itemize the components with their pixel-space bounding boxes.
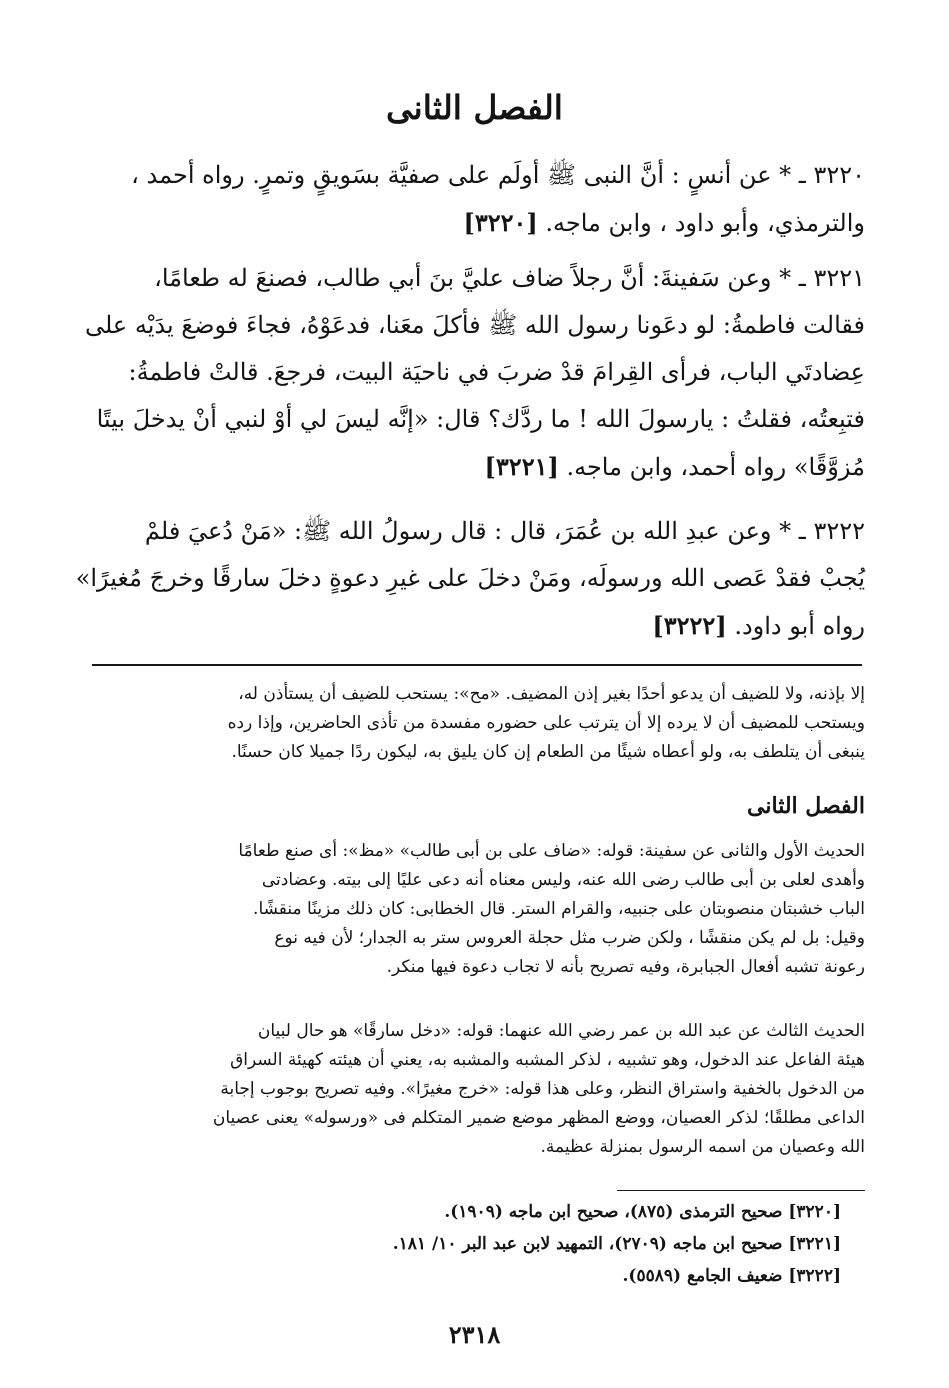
- page-number: ٢٣١٨: [448, 1320, 501, 1349]
- commentary-line: من الدخول بالخفية واستراق النظر، وعلى هذا قوله: «خرج مغيرًا». وفيه تصريح بوجوب إجابة: [220, 1079, 865, 1099]
- hadith-line: فقالت فاطمةُ: لو دعَونا رسول الله ﷺ فأكلَ معَنا، فدعَوْهُ، فجاءَ فوضعَ يدَيْه على: [84, 311, 865, 339]
- commentary-paragraph-1: [92, 837, 865, 982]
- hadith-reference: [٣٢٢٠]: [463, 208, 538, 237]
- footnote: [٣٢٢٠] صحيح الترمذى (٨٧٥)، صحيح ابن ماجه (١٩٠٩).: [444, 1202, 841, 1222]
- hadith-line: [84, 199, 865, 246]
- commentary-line: وأهدى لعلى بن أبى طالب رضى الله عنه، وليس معناه أنه دعى عليًا إلى بيته. وعضادتى: [261, 870, 865, 890]
- commentary-line: إلا بإذنه، ولا للضيف أن يدعو أحدًا بغير إذن المضيف. «مح»: يستحب للضيف أن يستأذن له،: [238, 684, 865, 704]
- commentary-line: ينبغى أن يتلطف به، ولو أعطاه شيئًا من الطعام إن كان يليق به، ليكون ردًا جميلا كان حسنًا.: [231, 742, 865, 762]
- commentary-line: الحديث الثالث عن عبد الله بن عمر رضي الله عنهما: قوله: «دخل سارقًا» هو حال لبيان: [257, 1021, 865, 1041]
- commentary-line: هيئة الفاعل عند الدخول، وهو تشبيه ، لذكر المشبه والمشبه به، يعني أن هيئته كهيئة السراق: [230, 1050, 865, 1070]
- commentary-line: الله وعصيان من اسمه الرسول بمنزلة عظيمة.: [540, 1137, 865, 1157]
- commentary-line: رعونة تشبه أفعال الجبابرة، وفيه تصريح بأنه لا تجاب دعوة فيها منكر.: [386, 957, 865, 977]
- footnote: [٣٢٢٢] ضعيف الجامع (٥٥٨٩).: [622, 1266, 841, 1286]
- commentary-line: ويستحب للمضيف أن لا يرده إلا أن يترتب على حضوره مفسدة من تأذى الحاضرين، وإذا رده: [227, 713, 865, 733]
- commentary-line: وقيل: بل لم يكن منقشًا ، ولكن ضرب مثل حجلة العروس ستر به الجدار؛ لأن فيه نوع: [274, 928, 865, 948]
- hadith-3220: [84, 152, 865, 246]
- commentary-heading: الفصل الثانى: [747, 793, 865, 819]
- commentary-intro: [92, 680, 865, 767]
- hadith-line: يُجبْ فقدْ عَصى الله ورسولَه، ومَنْ دخلَ على غيرِ دعوةٍ دخلَ سارقًا وخرجَ مُغيرًا»: [75, 564, 865, 592]
- chapter-heading: الفصل الثانى: [386, 88, 563, 127]
- commentary-paragraph-2: [92, 1017, 865, 1162]
- hadith-line: ٣٢٢٠ ـ * عن أنسٍ : أنَّ النبى ﷺ أولَم على صفيَّة بسَويقٍ وتمرٍ. رواه أحمد ،: [131, 161, 865, 189]
- hadith-line-text: والترمذي، وأبو داود ، وابن ماجه.: [545, 209, 865, 237]
- hadith-line: ٣٢٢٢ ـ * وعن عبدِ الله بن عُمَرَ، قال : قال رسولُ الله ﷺ: «مَنْ دُعيَ فلمْ: [144, 517, 865, 545]
- hadith-line: ٣٢٢١ ـ * وعن سَفينةَ: أنَّ رجلاً ضاف عليَّ بنَ أبي طالب، فصنعَ له طعامًا،: [154, 264, 865, 292]
- hadith-3221: [84, 255, 865, 490]
- hadith-line-text: مُزوَّقًا» رواه أحمد، وابن ماجه.: [566, 453, 865, 481]
- hadith-line: [84, 602, 865, 649]
- hadith-reference: [٣٢٢١]: [484, 452, 559, 481]
- hadith-line: عِضادتَي الباب، فرأى القِرامَ قدْ ضربَ في ناحيَة البيت، فرجعَ. قالتْ فاطمةُ:: [128, 358, 865, 386]
- commentary-line: الحديث الأول والثانى عن سفينة: قوله: «ضاف على بن أبى طالب» «مظ»: أى صنع طعامًا: [238, 841, 865, 861]
- commentary-line: الداعى مطلقًا؛ لذكر العصيان، ووضع المظهر موضع ضمير المتكلم فى «ورسوله» يعنى عصيان: [212, 1108, 865, 1128]
- footnote: [٣٢٢١] صحيح ابن ماجه (٢٧٠٩)، التمهيد لابن عبد البر ١٠/ ١٨١.: [392, 1234, 841, 1254]
- hadith-reference: [٣٢٢٢]: [652, 611, 727, 640]
- footnotes: [393, 1196, 841, 1292]
- commentary-line: الباب خشبتان منصوبتان على جنبيه، والقرام الستر. قال الخطابى: كان ذلك مزينًا منقشًا.: [253, 899, 865, 919]
- hadith-line: فتبِعتُه، فقلتُ : يارسولَ الله ! ما ردَّك؟ قال: «إنَّه ليسَ لي أوْ لنبي أنْ يدخلَ بيتًا: [96, 405, 865, 433]
- footnote-divider: [617, 1190, 865, 1191]
- hadith-3222: [75, 508, 865, 649]
- section-divider: [92, 664, 862, 666]
- hadith-line: [84, 443, 865, 490]
- hadith-line-text: رواه أبو داود.: [734, 612, 865, 640]
